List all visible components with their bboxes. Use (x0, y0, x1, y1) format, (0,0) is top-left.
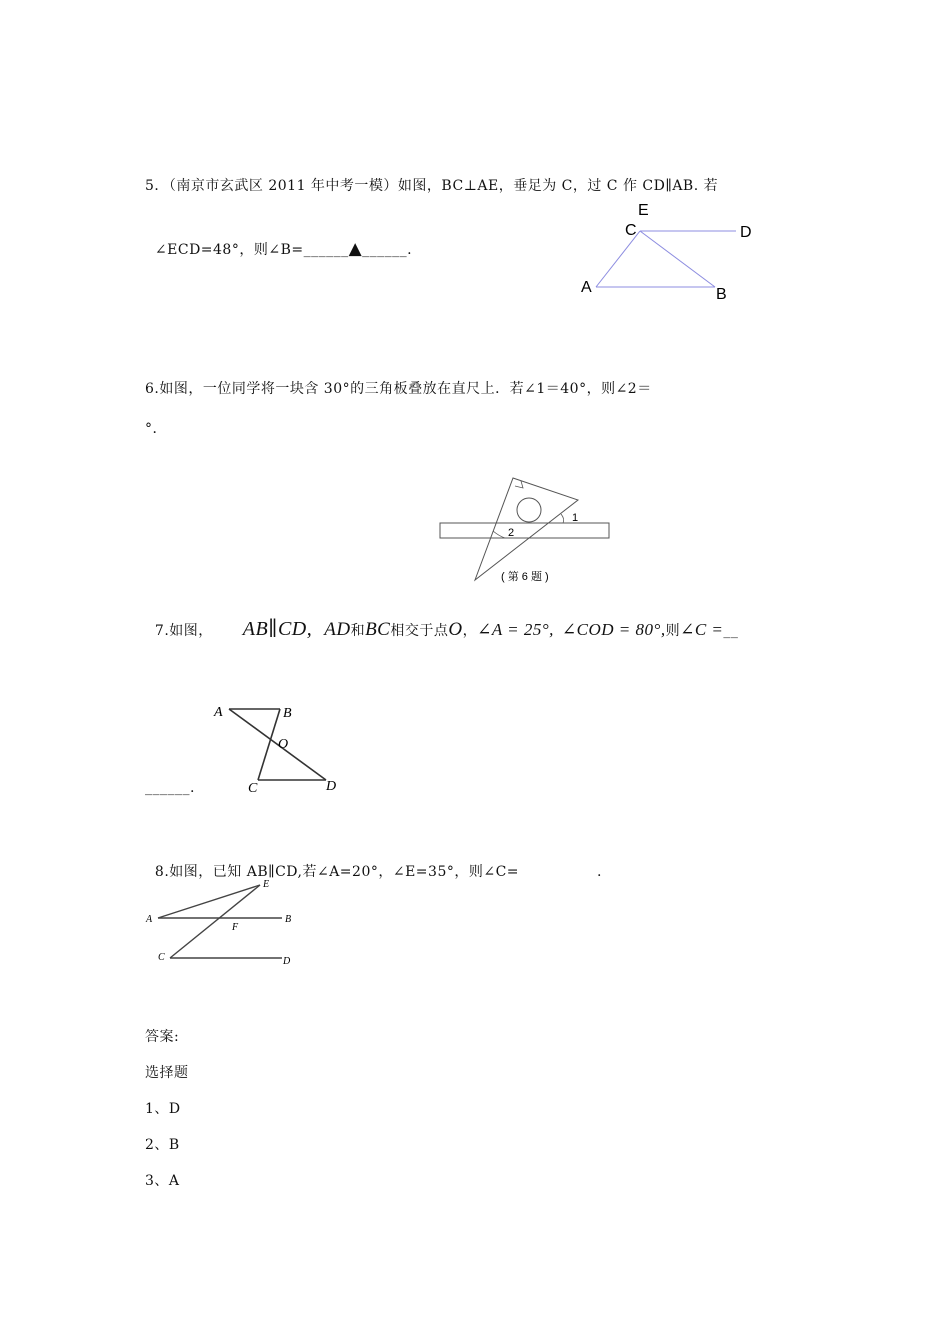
q6-figure (435, 470, 615, 590)
label-d: D (740, 224, 752, 241)
segment-ec (170, 885, 260, 958)
q7-segment-bc: BC (365, 619, 391, 640)
q7-then: 则 (665, 623, 681, 639)
answer-item: 1、D (145, 1101, 181, 1117)
label-c: C (248, 781, 258, 796)
label-a: A (214, 705, 223, 720)
triangle-marker-icon: ▲ (348, 239, 363, 259)
angle-1-label: 1 (572, 512, 579, 524)
q5-answer-blank-right: ______. (362, 242, 413, 258)
segment-ce (596, 231, 640, 287)
q8-text: 8.如图，已知 AB∥CD,若∠A=20°，∠E=35°，则∠C= (154, 864, 520, 880)
q6-line-1: 6.如图，一位同学将一块含 30°的三角板叠放在直尺上．若∠1＝40°，则∠2＝ (145, 381, 652, 397)
answer-item: 3、A (145, 1173, 180, 1189)
set-square (475, 478, 578, 580)
label-o: O (278, 737, 289, 752)
q8-figure (140, 875, 310, 975)
label-c: C (625, 222, 637, 239)
right-angle-mark (515, 481, 523, 488)
q7-line-1 (145, 593, 738, 643)
segment-cb (640, 231, 715, 287)
label-c: C (158, 952, 165, 963)
q7-parallel-condition: AB∥CD, (242, 618, 313, 640)
segment-ae (158, 885, 260, 918)
q7-point-o: O (448, 619, 463, 640)
q7-blank-tail: __ (723, 623, 739, 639)
answers-section-title: 选择题 (145, 1065, 189, 1081)
q5-condition: ∠ECD=48°，则∠B= (154, 242, 304, 258)
label-d: D (283, 956, 291, 967)
angle-2-arc (493, 531, 505, 538)
q7-intersect: 相交于点 (390, 623, 449, 639)
ruler (440, 523, 609, 538)
angle-1-arc (561, 514, 564, 523)
q7-figure (210, 700, 350, 800)
label-f: F (232, 922, 239, 933)
label-a: A (146, 914, 153, 925)
q7-angle-a: ∠A = 25°, (477, 620, 554, 639)
q7-angle-cod: ∠COD = 80°, (561, 620, 666, 639)
figure-caption: ( 第 6 题 ) (501, 571, 549, 583)
label-b: B (283, 706, 292, 721)
q5-line-1: 5．（南京市玄武区 2011 年中考一模）如图，BC⊥AE，垂足为 C，过 C 作 CD∥AB. 若 (145, 178, 719, 194)
answer-item: 2、B (145, 1137, 180, 1153)
q6-line-2: °． (145, 421, 167, 437)
q7-answer-blank: ______. (145, 780, 195, 796)
q7-comma: ， (462, 623, 478, 639)
q7-prefix: 7.如图， (154, 623, 213, 639)
q7-and: 和 (350, 623, 366, 639)
q7-segment-ad: AD (324, 619, 351, 640)
q5-line-2 (145, 219, 412, 260)
q5-answer-blank-left: ______ (303, 242, 349, 258)
label-e: E (638, 202, 649, 219)
answers-heading: 答案: (145, 1029, 180, 1045)
label-a: A (581, 279, 592, 296)
q8-tail: . (597, 864, 602, 880)
label-b: B (285, 914, 292, 925)
q7-angle-c: ∠C = (680, 620, 724, 639)
label-e: E (263, 879, 270, 890)
label-d: D (326, 779, 337, 794)
label-b: B (716, 286, 727, 303)
angle-2-label: 2 (508, 527, 515, 539)
set-square-hole (517, 498, 541, 522)
q5-figure (570, 195, 770, 310)
